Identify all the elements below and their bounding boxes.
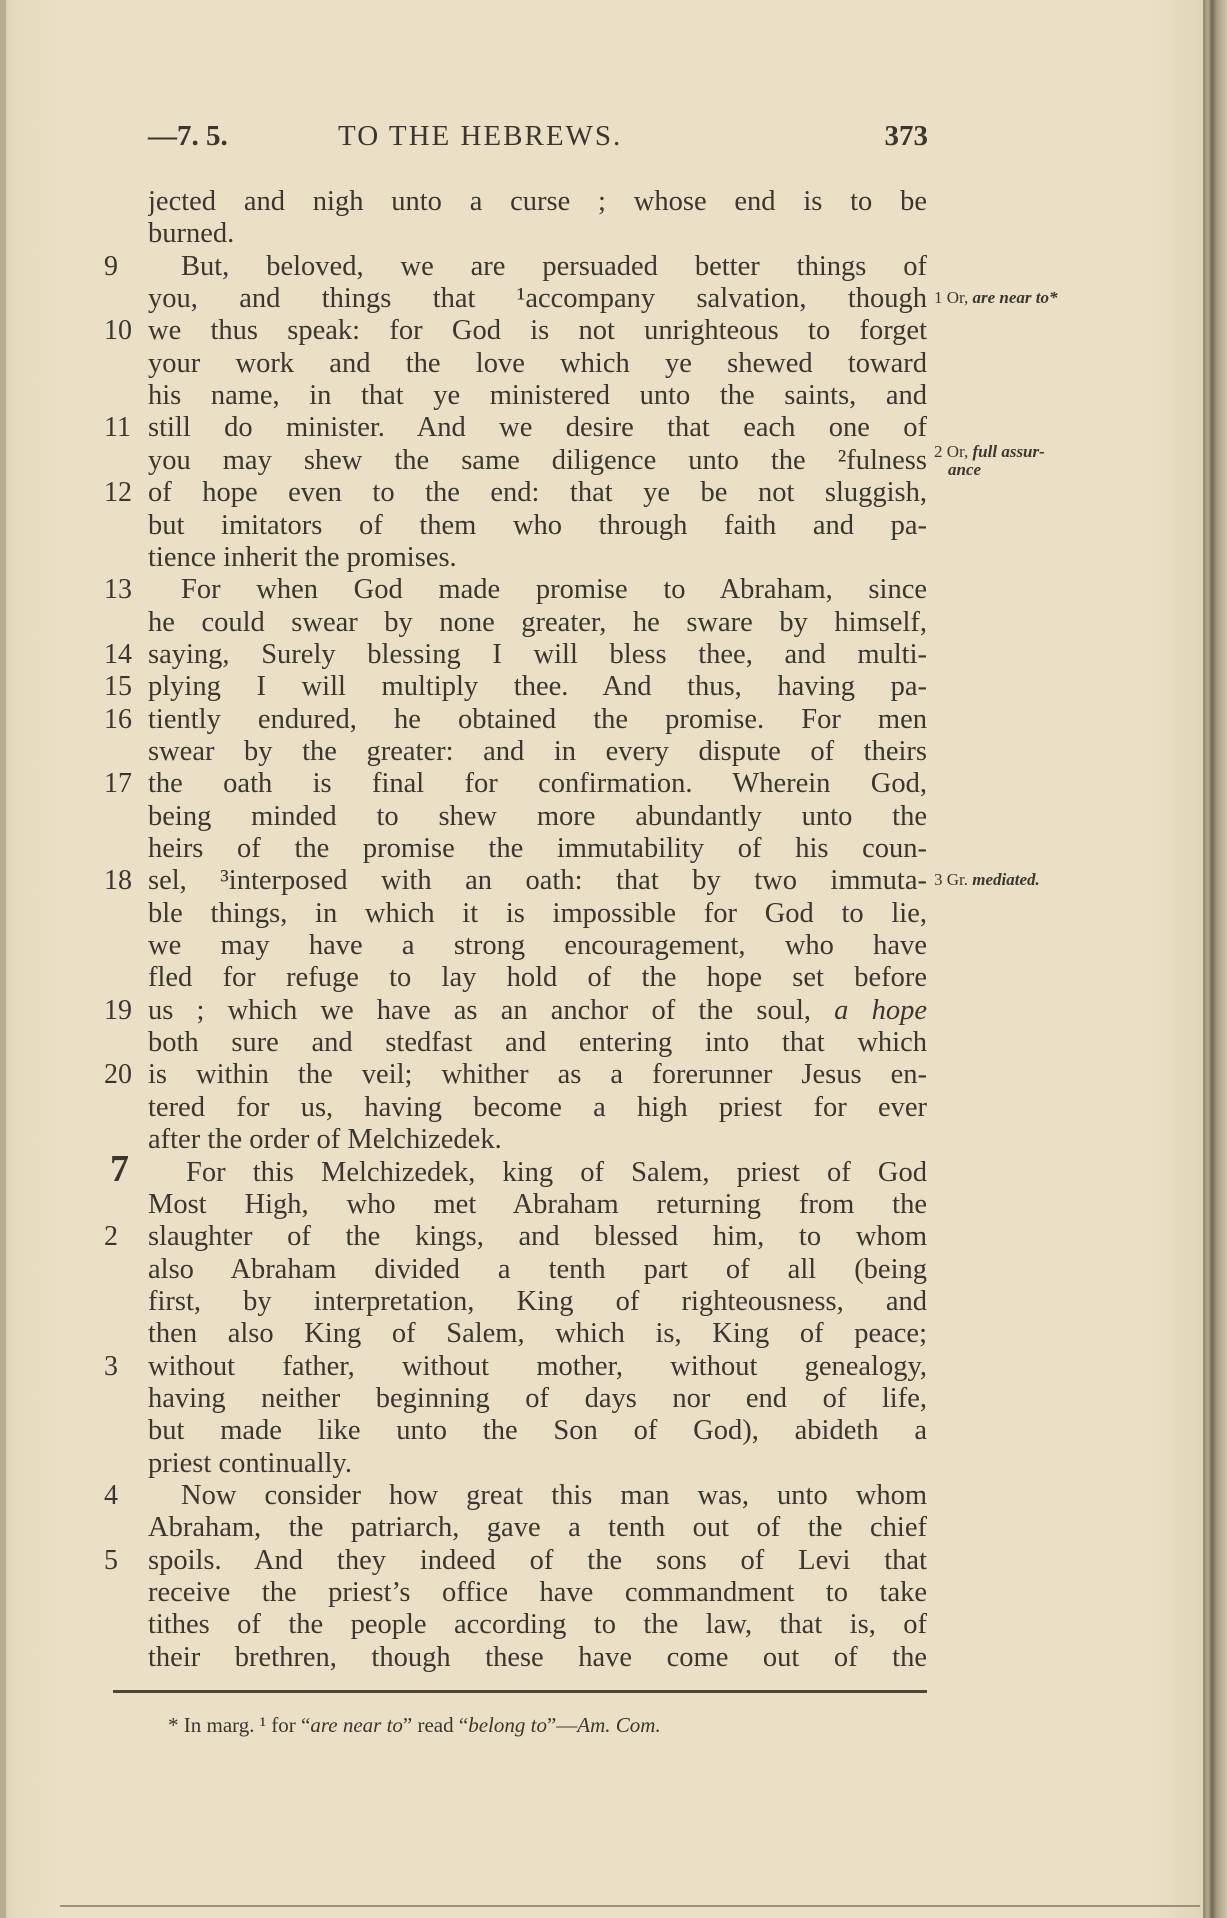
line-text: after the order of Melchizedek. — [148, 1124, 502, 1156]
text-line — [148, 671, 927, 705]
chapter-verse-ref: —7. 5. — [148, 120, 228, 152]
verse-number: 5 — [104, 1544, 118, 1576]
margin-note-italic: are near to* — [972, 288, 1058, 308]
text-line — [148, 930, 927, 964]
line-text: then also King of Salem, which is, King of peace; — [148, 1318, 927, 1350]
line-text: the oath is final for confirmation. Wherein God, — [148, 768, 927, 800]
running-title: TO THE HEBREWS. — [338, 120, 623, 152]
text-line — [148, 1545, 927, 1579]
text-line — [148, 477, 927, 511]
chapter-number: 7 — [110, 1147, 129, 1190]
line-text: your work and the love which ye shewed toward — [148, 347, 927, 379]
line-text: ble things, in which it is impossible for God to lie, — [148, 897, 927, 929]
line-text: being minded to shew more abundantly unto the — [148, 800, 927, 832]
line-text: his name, in that ye ministered unto the saints, and — [148, 380, 927, 412]
line-text: first, by interpretation, King of righteousness, and — [148, 1285, 927, 1317]
verse-number: 2 — [104, 1221, 118, 1253]
line-text: also Abraham divided a tenth part of all (being — [148, 1253, 927, 1285]
line-text: But, beloved, we are persuaded better things of — [181, 250, 927, 282]
line-text: without father, without mother, without genealogy, — [148, 1350, 927, 1382]
verse-number: 19 — [104, 994, 132, 1026]
line-text: we may have a strong encouragement, who have — [148, 930, 927, 962]
text-line — [148, 1415, 927, 1449]
text-line — [148, 898, 927, 932]
running-header — [148, 120, 928, 160]
verse-number: 4 — [104, 1480, 118, 1511]
text-line — [181, 1480, 927, 1514]
line-text: having neither beginning of days nor end of life, — [148, 1382, 927, 1414]
text-line — [148, 1221, 927, 1255]
line-text: slaughter of the kings, and blessed him, to whom — [148, 1221, 927, 1253]
verse-number: 3 — [104, 1350, 118, 1382]
text-line — [148, 1027, 927, 1061]
text-line — [148, 639, 927, 673]
footnote-text: ”— — [546, 1713, 578, 1737]
line-text: receive the priest’s office have commandment to take — [148, 1577, 927, 1609]
footnote-text: * In marg. ¹ for “ — [168, 1713, 311, 1737]
line-text: you may shew the same diligence unto the ²fulness — [148, 444, 927, 476]
verse-number: 15 — [104, 671, 132, 703]
text-line — [148, 704, 927, 738]
margin-note-prefix: 1 Or, — [934, 288, 969, 308]
line-text: but imitators of them who through faith and pa- — [148, 509, 927, 541]
text-line — [148, 218, 927, 252]
line-text: Abraham, the patriarch, gave a tenth out of the chief — [148, 1512, 927, 1544]
footnote-text: ” read “ — [402, 1713, 469, 1737]
line-text: tithes of the people according to the law, that is, of — [148, 1609, 927, 1641]
line-text: Most High, who met Abraham returning from the — [148, 1188, 927, 1220]
verse-number: 17 — [104, 768, 132, 800]
line-text: priest continually. — [148, 1447, 352, 1479]
line-text: still do minister. And we desire that each one of — [148, 412, 927, 444]
text-line — [148, 607, 927, 641]
text-line — [148, 865, 927, 899]
line-text: Now consider how great this man was, unto whom — [181, 1480, 927, 1511]
line-text: heirs of the promise the immutability of his coun- — [148, 833, 927, 864]
line-text: swear by the greater: and in every dispute of theirs — [148, 735, 927, 767]
margin-note — [934, 443, 1045, 479]
text-line — [148, 1609, 927, 1643]
text-line — [148, 1577, 927, 1611]
line-text: tered for us, having become a high priest for ever — [148, 1091, 927, 1123]
line-text: saying, Surely blessing I will bless thee, and multi- — [148, 638, 927, 670]
text-line — [148, 1286, 927, 1320]
text-line — [148, 801, 927, 835]
line-text: both sure and stedfast and entering into that which — [148, 1027, 927, 1059]
text-line — [148, 1059, 927, 1093]
text-line — [148, 412, 927, 446]
verse-number: 13 — [104, 574, 132, 606]
verse-number: 18 — [104, 865, 132, 897]
text-line — [148, 1383, 927, 1417]
line-text: is within the veil; whither as a forerunner Jesus en- — [148, 1059, 927, 1091]
line-text: you, and things that ¹accompany salvation, though — [148, 283, 927, 315]
text-line — [148, 315, 927, 349]
page-number: 373 — [884, 120, 928, 152]
line-text: fled for refuge to lay hold of the hope set before — [148, 962, 927, 994]
text-line — [148, 283, 927, 317]
margin-note-italic: full assur- — [972, 441, 1045, 461]
text-line — [148, 1092, 927, 1126]
verse-number: 11 — [104, 412, 131, 444]
margin-note-continuation: ance — [948, 459, 982, 479]
verse-number: 10 — [104, 315, 132, 347]
text-line — [148, 1512, 927, 1546]
text-line — [148, 833, 927, 867]
line-text: but made like unto the Son of God), abideth a — [148, 1415, 927, 1447]
line-text: tiently endured, he obtained the promise. For men — [148, 703, 927, 735]
verse-number: 9 — [104, 250, 118, 282]
text-line — [148, 542, 927, 576]
text-line — [148, 1254, 927, 1288]
text-line — [148, 736, 927, 770]
verse-number: 12 — [104, 477, 132, 509]
line-text: he could swear by none greater, he sware by himself, — [148, 606, 927, 638]
line-text: For this Melchizedek, king of Salem, priest of God — [186, 1156, 927, 1188]
line-text: of hope even to the end: that ye be not sluggish, — [148, 477, 927, 509]
text-line — [148, 1351, 927, 1385]
text-line — [148, 445, 927, 479]
verse-number: 16 — [104, 703, 132, 735]
text-line — [148, 380, 927, 414]
footnote-italic: are near to — [310, 1713, 403, 1737]
page-right-edge — [1203, 0, 1227, 1918]
line-text: sel, ³interposed with an oath: that by two immuta- — [148, 865, 927, 897]
line-text: spoils. And they indeed of the sons of Levi that — [148, 1544, 927, 1576]
text-line — [148, 995, 927, 1029]
text-line — [148, 1124, 927, 1158]
verse-number: 14 — [104, 638, 132, 670]
line-text: their brethren, though these have come out of the — [148, 1641, 927, 1673]
line-text: us ; which we have as an anchor of the soul, — [148, 994, 811, 1026]
line-text: tience inherit the promises. — [148, 541, 457, 573]
line-text: jected and nigh unto a curse ; whose end is to be — [148, 186, 927, 217]
text-line — [148, 768, 927, 802]
text-line — [181, 251, 927, 285]
text-line — [148, 962, 927, 996]
line-italic: a hope — [834, 994, 927, 1026]
text-line — [148, 1318, 927, 1352]
margin-note — [934, 871, 1040, 889]
verse-number: 20 — [104, 1059, 132, 1091]
text-line — [148, 1189, 927, 1223]
margin-note-italic: mediated. — [972, 870, 1040, 890]
text-line — [148, 186, 927, 220]
text-line — [148, 348, 927, 382]
text-line — [181, 574, 927, 608]
page-bottom-edge — [60, 1905, 1200, 1907]
footnote-italic: belong to — [468, 1713, 547, 1737]
margin-note-prefix: 2 Or, — [934, 441, 969, 461]
line-text: we thus speak: for God is not unrighteous to forget — [148, 315, 927, 347]
margin-note — [934, 289, 1058, 307]
line-text: For when God made promise to Abraham, since — [181, 574, 927, 606]
footnote-rule — [113, 1690, 927, 1693]
text-line — [148, 510, 927, 544]
footnote-italic: Am. Com. — [577, 1713, 661, 1737]
page-left-edge — [0, 0, 6, 1918]
footnote — [168, 1713, 661, 1738]
margin-note-prefix: 3 Gr. — [934, 870, 968, 890]
line-text: burned. — [148, 218, 235, 250]
text-line — [148, 1448, 927, 1482]
text-line — [186, 1157, 927, 1191]
text-line — [148, 1642, 927, 1676]
line-text: plying I will multiply thee. And thus, having pa- — [148, 671, 927, 703]
